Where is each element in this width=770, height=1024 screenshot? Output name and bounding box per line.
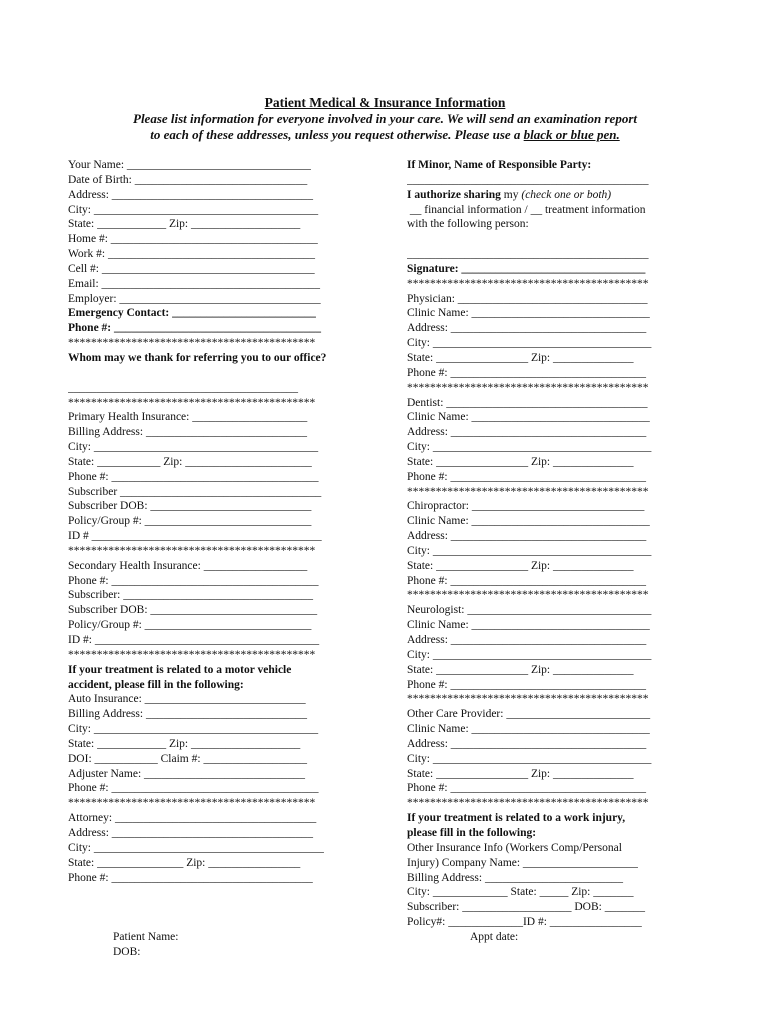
right-form-line: State: ________________ Zip: ______________ bbox=[407, 663, 634, 676]
left-form-line bbox=[68, 366, 358, 381]
left-form-line: State: ____________ Zip: ___________________ bbox=[68, 737, 301, 750]
authorize-my: my bbox=[500, 188, 522, 201]
right-form-line: If your treatment is related to a work injury, bbox=[407, 812, 626, 825]
left-form-line: Subscriber DOB: _____________________________ bbox=[68, 604, 318, 617]
right-form-line: Policy#: _____________ID #: ________________ bbox=[407, 916, 642, 929]
left-form-line: Billing Address: ____________________________ bbox=[68, 426, 307, 439]
left-form-line: City: _______________________________________ bbox=[68, 203, 319, 216]
left-form-line: ******************************************* bbox=[68, 648, 316, 661]
right-form-line: Address: __________________________________ bbox=[407, 322, 647, 335]
right-form-line: please fill in the following: bbox=[407, 826, 537, 839]
left-form-line: Email: ______________________________________ bbox=[68, 277, 321, 290]
left-form-line: ID #: _______________________________________ bbox=[68, 634, 320, 646]
right-form-line: State: ________________ Zip: ______________ bbox=[407, 767, 634, 780]
patient-name-label: Patient Name: bbox=[113, 931, 179, 943]
right-form-line: City: ______________________________________ bbox=[407, 544, 652, 557]
right-form-line: State: ________________ Zip: ______________ bbox=[407, 559, 634, 572]
left-form-line: State: _______________ Zip: ________________ bbox=[68, 856, 301, 869]
right-form-line: ****************************************** bbox=[407, 277, 649, 290]
left-form-line: Date of Birth: ______________________________ bbox=[68, 173, 308, 186]
left-form-line: Emergency Contact: _________________________ bbox=[68, 307, 316, 320]
right-form-line: City: ______________________________________ bbox=[407, 441, 652, 454]
right-form-line: Phone #: __________________________________ bbox=[407, 678, 646, 691]
left-form-line: ******************************************* bbox=[68, 797, 316, 810]
right-form-line: Phone #: __________________________________ bbox=[407, 470, 646, 483]
left-form-line: Attorney: ___________________________________ bbox=[68, 812, 317, 825]
right-form-line: Subscriber: ___________________ DOB: _______ bbox=[407, 901, 645, 914]
left-form-line: accident, please fill in the following: bbox=[68, 678, 244, 691]
right-form-line: State: ________________ Zip: ______________ bbox=[407, 351, 634, 364]
left-form-line: Auto Insurance: ____________________________ bbox=[68, 693, 306, 706]
right-form-line: Clinic Name: _______________________________ bbox=[407, 411, 650, 424]
subtitle-line-1: Please list information for everyone involved in your care. We will send an examination report bbox=[133, 111, 637, 126]
authorize-hint: (check one or both) bbox=[521, 188, 612, 201]
left-form-line: Your Name: ________________________________ bbox=[68, 159, 311, 171]
left-form-line: Work #: ____________________________________ bbox=[68, 248, 315, 261]
left-form-line: State: ____________ Zip: ___________________ bbox=[68, 218, 301, 231]
right-form-line: Address: __________________________________ bbox=[407, 737, 647, 750]
right-form-line: __ financial information / __ treatment information bbox=[407, 203, 646, 216]
right-form-line: Physician: _________________________________ bbox=[407, 292, 648, 305]
left-form-line: Secondary Health Insurance: __________________ bbox=[68, 559, 308, 572]
right-form-line: Other Care Provider: _________________________ bbox=[407, 708, 651, 721]
right-form-line: Clinic Name: _______________________________ bbox=[407, 723, 650, 736]
left-form-line: ******************************************* bbox=[68, 396, 316, 409]
left-form-line: City: _______________________________________ bbox=[68, 441, 319, 454]
right-form-line: City: _____________ State: _____ Zip: _______ bbox=[407, 886, 634, 899]
appt-date-label: Appt date: bbox=[470, 931, 519, 943]
left-form-line: Policy/Group #: _____________________________ bbox=[68, 515, 312, 528]
right-form-line: City: ______________________________________ bbox=[407, 648, 652, 661]
left-form-line: Address: ___________________________________ bbox=[68, 826, 314, 839]
left-form-line: Phone #: ____________________________________ bbox=[68, 322, 321, 335]
footer-left bbox=[113, 930, 178, 960]
right-form-line: Address: __________________________________ bbox=[407, 426, 647, 439]
left-form-line: ________________________________________ bbox=[68, 381, 298, 394]
right-form-line: Phone #: __________________________________ bbox=[407, 574, 646, 587]
right-form-line: City: ______________________________________ bbox=[407, 337, 652, 350]
right-form-line bbox=[407, 232, 697, 247]
right-form-line: Other Insurance Info (Workers Comp/Personal bbox=[407, 841, 622, 854]
right-form-line: Clinic Name: _______________________________ bbox=[407, 515, 650, 528]
right-form-line: City: ______________________________________ bbox=[407, 752, 652, 765]
left-form-line: Whom may we thank for referring you to our office? bbox=[68, 351, 327, 364]
subtitle-line-2 bbox=[0, 127, 770, 143]
right-form-line: Clinic Name: _______________________________ bbox=[407, 619, 650, 632]
right-form-line: ****************************************** bbox=[407, 797, 649, 810]
left-form-line: If your treatment is related to a motor vehicle bbox=[68, 663, 292, 676]
left-form-line: City: ________________________________________ bbox=[68, 841, 324, 854]
right-form-line: Phone #: __________________________________ bbox=[407, 782, 646, 795]
form-subtitle bbox=[0, 111, 770, 143]
right-form-line: Address: __________________________________ bbox=[407, 530, 647, 543]
right-form-line: State: ________________ Zip: ______________ bbox=[407, 455, 634, 468]
left-form-line: Employer: ___________________________________ bbox=[68, 292, 321, 305]
left-form-line: Billing Address: ____________________________ bbox=[68, 708, 307, 721]
left-form-line: Phone #: ____________________________________ bbox=[68, 782, 319, 795]
right-form-line: __________________________________________ bbox=[407, 173, 649, 186]
right-form-line: Phone #: __________________________________ bbox=[407, 366, 646, 379]
left-form-line: Phone #: ___________________________________ bbox=[68, 871, 313, 884]
left-form-line: Address: ___________________________________ bbox=[68, 188, 314, 201]
left-form-line: ******************************************* bbox=[68, 544, 316, 557]
right-form-line: Injury) Company Name: ____________________ bbox=[407, 856, 638, 869]
left-form-line: Policy/Group #: _____________________________ bbox=[68, 619, 312, 632]
left-form-line: Subscriber DOB: ____________________________ bbox=[68, 500, 312, 513]
right-form-line: Chiropractor: ______________________________ bbox=[407, 500, 645, 513]
left-form-line: Phone #: ____________________________________ bbox=[68, 574, 319, 587]
left-form-line: Subscriber: _________________________________ bbox=[68, 589, 314, 602]
left-form-line: Subscriber ___________________________________ bbox=[68, 485, 322, 498]
left-form-line: DOI: ___________ Claim #: __________________ bbox=[68, 752, 307, 765]
left-form-line: State: ___________ Zip: ______________________ bbox=[68, 455, 312, 468]
right-form-line: Billing Address: ________________________ bbox=[407, 871, 623, 884]
right-form-line: Dentist: ___________________________________ bbox=[407, 396, 648, 409]
right-form-line: ****************************************** bbox=[407, 381, 649, 394]
right-form-line bbox=[407, 188, 697, 203]
right-form-line: ****************************************** bbox=[407, 485, 649, 498]
right-form-line: with the following person: bbox=[407, 218, 529, 231]
subtitle-line-2-text: to each of these addresses, unless you request otherwise. Please use a bbox=[150, 127, 524, 142]
right-form-line: If Minor, Name of Responsible Party: bbox=[407, 159, 592, 171]
right-column bbox=[407, 158, 697, 930]
right-form-line: Clinic Name: _______________________________ bbox=[407, 307, 650, 320]
right-form-line: ****************************************** bbox=[407, 589, 649, 602]
dob-label: DOB: bbox=[113, 946, 141, 958]
right-form-line: ****************************************** bbox=[407, 693, 649, 706]
left-form-line: Phone #: ____________________________________ bbox=[68, 470, 319, 483]
authorize-label: I authorize sharing bbox=[407, 188, 501, 201]
right-form-line: __________________________________________ bbox=[407, 248, 649, 261]
left-form-line: Home #: ____________________________________ bbox=[68, 233, 318, 246]
form-title: Patient Medical & Insurance Information bbox=[264, 95, 506, 110]
footer-right bbox=[470, 930, 518, 945]
left-form-line: ID # ________________________________________ bbox=[68, 530, 322, 543]
pen-instruction: black or blue pen. bbox=[523, 127, 620, 142]
right-form-line: Address: __________________________________ bbox=[407, 634, 647, 646]
left-form-line: ******************************************* bbox=[68, 337, 316, 350]
left-form-line: Primary Health Insurance: ____________________ bbox=[68, 411, 308, 424]
right-form-line: Neurologist: ________________________________ bbox=[407, 604, 652, 617]
left-form-line: Adjuster Name: ____________________________ bbox=[68, 767, 306, 780]
left-form-line: Cell #: _____________________________________ bbox=[68, 262, 315, 275]
left-column bbox=[68, 158, 358, 885]
left-form-line: City: _______________________________________ bbox=[68, 723, 319, 736]
right-form-line: Signature: ________________________________ bbox=[407, 262, 646, 275]
